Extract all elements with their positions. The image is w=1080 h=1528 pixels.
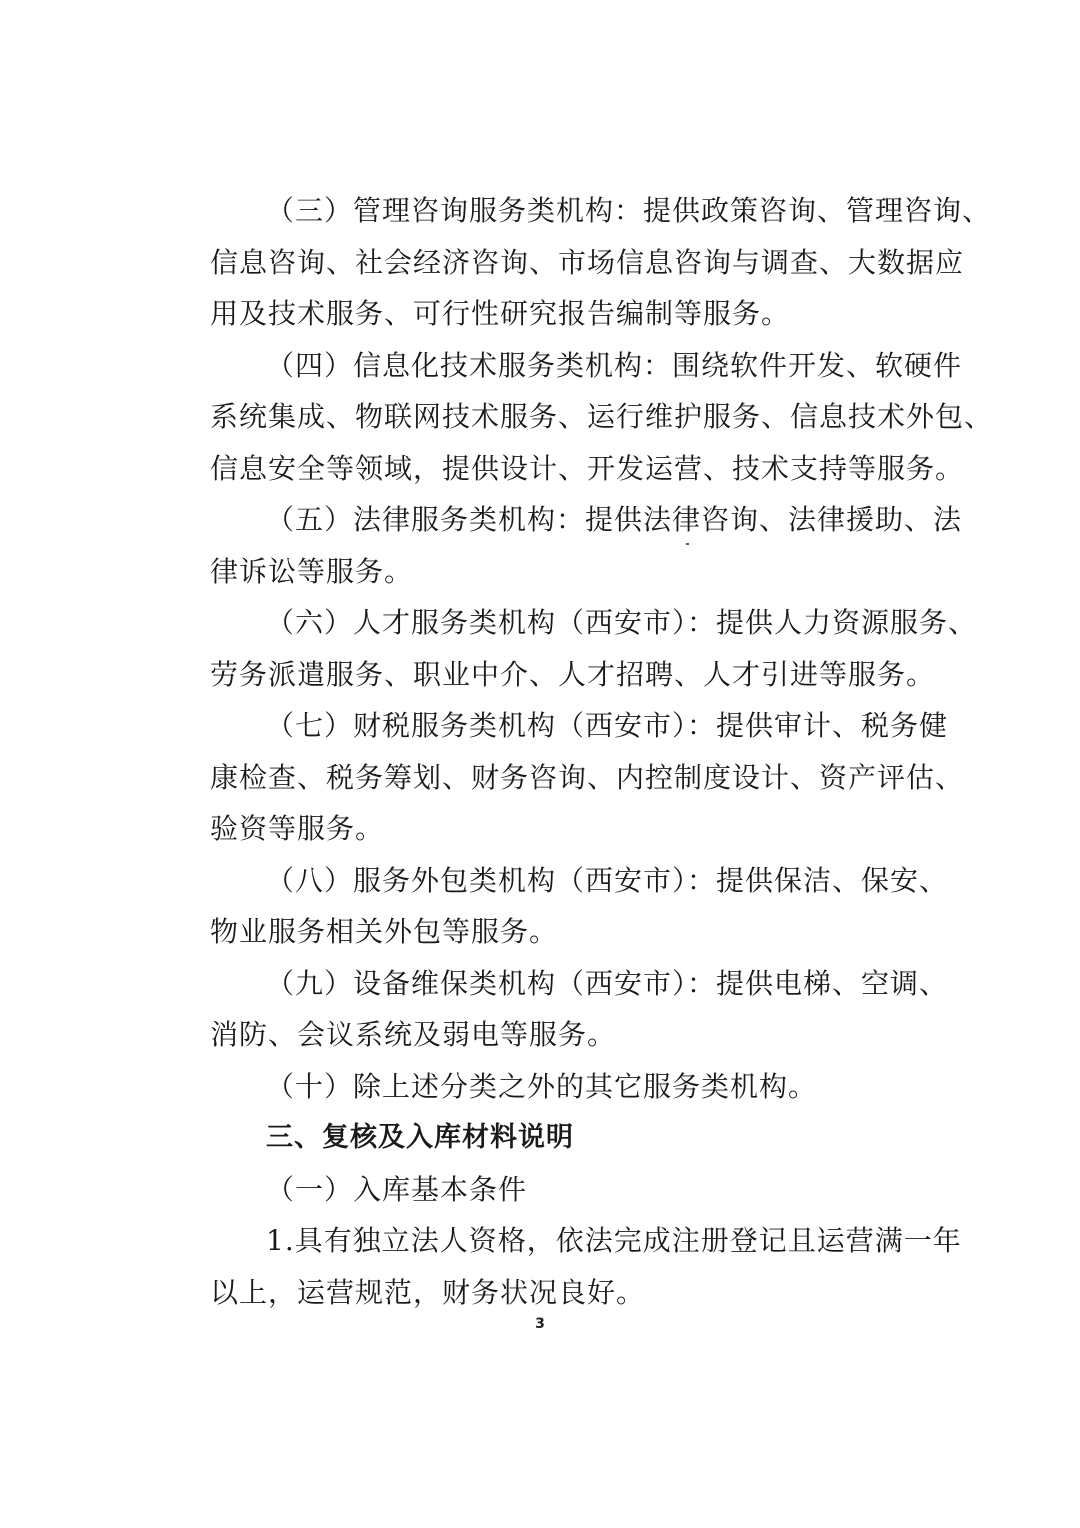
item-1-line-1: 1.具有独立法人资格，依法完成注册登记且运营满一年 [266,1224,962,1257]
paragraph-5-line-2: 律诉讼等服务。 [210,554,414,588]
paragraph-7-line-2: 康检查、税务筹划、财务咨询、内控制度设计、资产评估、 [210,760,965,794]
paragraph-7-line-3: 验资等服务。 [210,812,385,845]
paragraph-6-line-2: 劳务派遣服务、职业中介、人才招聘、人才引进等服务。 [210,657,936,691]
paragraph-3-line-3: 用及技术服务、可行性研究报告编制等服务。 [210,297,791,330]
paragraph-7-line-1: （七）财税服务类机构（西安市）：提供审计、税务健 [266,709,949,742]
subsection-heading: （一）入库基本条件 [266,1172,528,1206]
page-number: 3 [535,1316,545,1332]
paragraph-3-line-1: （三）管理咨询服务类机构：提供政策咨询、管理咨询、 [266,194,992,227]
item-1-line-2: 以上，运营规范，财务状况良好。 [210,1275,646,1309]
scan-speck [686,543,689,545]
paragraph-8-line-1: （八）服务外包类机构（西安市）：提供保洁、保安、 [266,863,949,897]
document-body [210,185,994,1318]
paragraph-4-line-1: （四）信息化技术服务类机构：围绕软件开发、软硬件 [266,348,963,382]
paragraph-4-line-2: 系统集成、物联网技术服务、运行维护服务、信息技术外包、 [210,400,994,433]
paragraph-8-line-2: 物业服务相关外包等服务。 [210,915,559,948]
section-heading: 三、复核及入库材料说明 [266,1122,574,1153]
paragraph-4-line-3: 信息安全等领域，提供设计、开发运营、技术支持等服务。 [210,451,965,485]
paragraph-9-line-1: （九）设备维保类机构（西安市）：提供电梯、空调、 [266,966,949,1000]
paragraph-10-line-1: （十）除上述分类之外的其它服务类机构。 [266,1069,818,1103]
paragraph-6-line-1: （六）人才服务类机构（西安市）：提供人力资源服务、 [266,606,978,639]
paragraph-3-line-2: 信息咨询、社会经济咨询、市场信息咨询与调查、大数据应 [210,245,965,279]
paragraph-9-line-2: 消防、会议系统及弱电等服务。 [210,1018,617,1051]
paragraph-5-line-1: （五）法律服务类机构：提供法律咨询、法律援助、法 [266,503,963,536]
